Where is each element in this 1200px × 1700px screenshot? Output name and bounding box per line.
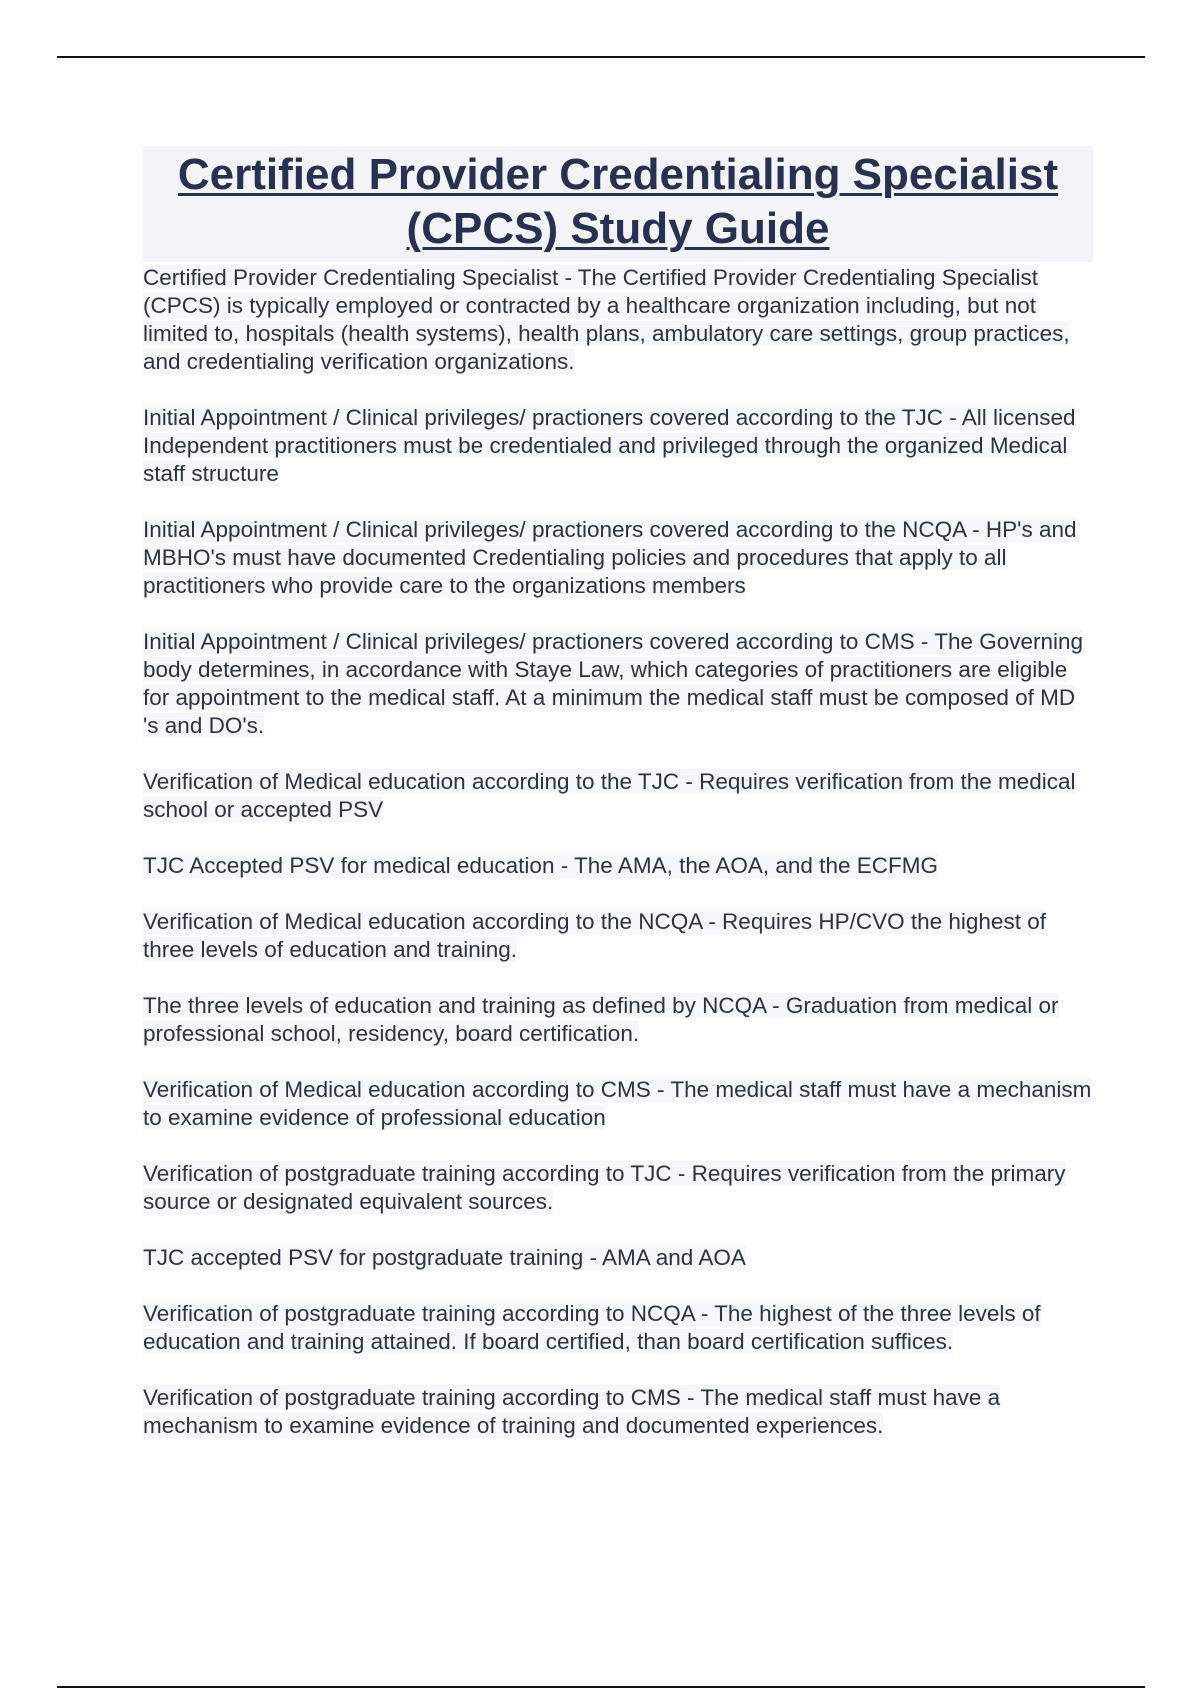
entry-text: Verification of Medical education according to the NCQA - Requires HP/CVO the highest of three levels of education and training. xyxy=(143,909,1046,962)
entry-text: Verification of Medical education according to the TJC - Requires verification from the medical school or accepted PSV xyxy=(143,769,1076,822)
entry-text: Verification of postgraduate training according to TJC - Requires verification from the primary source or designated equivalent sources. xyxy=(143,1161,1066,1214)
title-block xyxy=(143,146,1093,262)
entry-text: Initial Appointment / Clinical privileges/ practioners covered according to the TJC - All licensed Independent practitioners must be credentialed and privileged through the organized Medical staff structure xyxy=(143,405,1076,486)
list-item xyxy=(143,992,1093,1048)
bottom-rule xyxy=(57,1686,1145,1688)
list-item xyxy=(143,852,1093,880)
list-item xyxy=(143,1300,1093,1356)
entry-text: Verification of Medical education according to CMS - The medical staff must have a mechanism to examine evidence of professional education xyxy=(143,1077,1092,1130)
entry-text: The three levels of education and training as defined by NCQA - Graduation from medical or professional school, residency, board certification. xyxy=(143,993,1059,1046)
entry-text: Initial Appointment / Clinical privileges/ practioners covered according to CMS - The Governing body determines, in accordance with Staye Law, which categories of practitioners are eligible for appointment to the medical staff. At a minimum the medical staff must be composed of MD 's and DO's. xyxy=(143,629,1084,738)
list-item xyxy=(143,404,1093,488)
list-item xyxy=(143,516,1093,600)
list-item xyxy=(143,628,1093,740)
top-rule xyxy=(57,56,1145,58)
entries-list xyxy=(143,264,1093,1440)
entry-text: Initial Appointment / Clinical privileges/ practioners covered according to the NCQA - HP's and MBHO's must have documented Credentialing policies and procedures that apply to all practitioners who provide care to the organizations members xyxy=(143,517,1077,598)
list-item xyxy=(143,1244,1093,1272)
entry-text: TJC accepted PSV for postgraduate training - AMA and AOA xyxy=(143,1245,746,1270)
document-title: Certified Provider Credentialing Specialist (CPCS) Study Guide xyxy=(177,150,1059,253)
list-item xyxy=(143,1160,1093,1216)
entry-text: Verification of postgraduate training according to CMS - The medical staff must have a mechanism to examine evidence of training and documented experiences. xyxy=(143,1385,1001,1438)
entry-text: Verification of postgraduate training according to NCQA - The highest of the three levels of education and training attained. If board certified, than board certification suffices. xyxy=(143,1301,1041,1354)
list-item xyxy=(143,264,1093,376)
entry-text: Certified Provider Credentialing Specialist - The Certified Provider Credentialing Specialist (CPCS) is typically employed or contracted by a healthcare organization including, but not limited to, hospitals (health systems), health plans, ambulatory care settings, group practices, and credentialing verification organizations. xyxy=(143,265,1070,374)
list-item xyxy=(143,908,1093,964)
list-item xyxy=(143,768,1093,824)
list-item xyxy=(143,1384,1093,1440)
entry-text: TJC Accepted PSV for medical education - The AMA, the AOA, and the ECFMG xyxy=(143,853,938,878)
document-content xyxy=(143,146,1093,1468)
list-item xyxy=(143,1076,1093,1132)
